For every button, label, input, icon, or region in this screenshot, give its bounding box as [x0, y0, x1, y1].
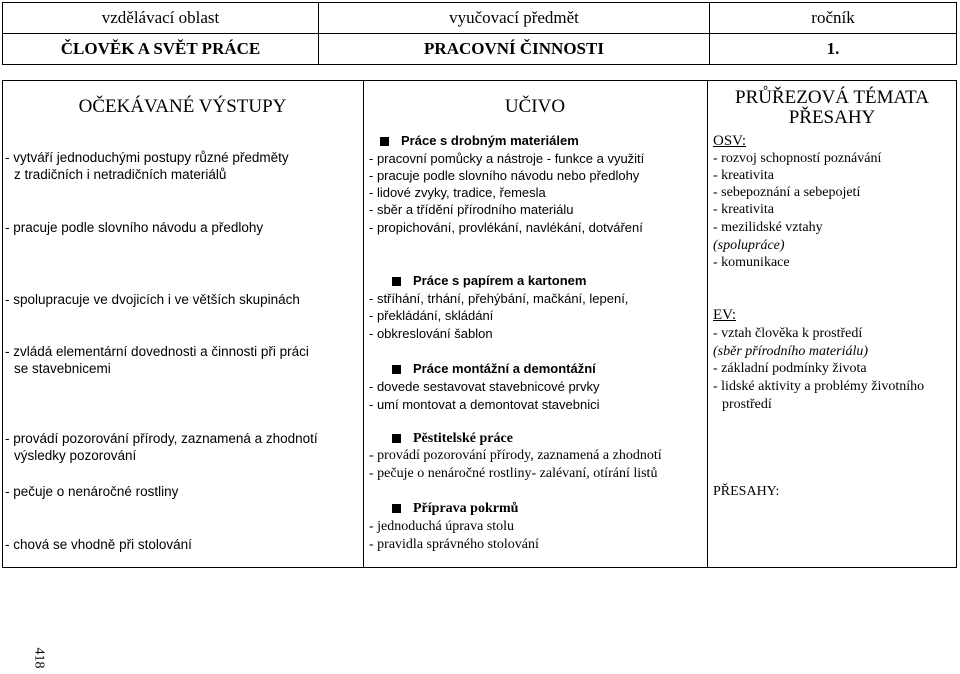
ucivo-section-title: Práce s drobným materiálem [380, 132, 579, 150]
heading-temata-line1: PRŮŘEZOVÁ TÉMATA [735, 87, 929, 108]
heading-vystupy: OČEKÁVANÉ VÝSTUPY [78, 96, 287, 117]
ucivo-item: - provádí pozorování přírody, zaznamená a zhodnotí [369, 448, 662, 463]
page-number: 418 [31, 647, 47, 669]
ucivo-item: - obkreslování šablon [369, 326, 493, 341]
ev-label: EV: [713, 307, 737, 323]
value-predmet: PRACOVNÍ ČINNOSTI [319, 34, 710, 65]
osv-item: - kreativita [713, 168, 775, 183]
ucivo-item: - stříhání, trhání, přehýbání, mačkání, lepení, [369, 291, 629, 306]
ucivo-item: - jednoduchá úprava stolu [369, 519, 515, 534]
ev-item: - lidské aktivity a problémy životního [713, 379, 925, 394]
ucivo-section-title: Práce s papírem a kartonem [392, 272, 586, 290]
vystup-item: - zvládá elementární dovednosti a činnosti při práci [5, 344, 309, 359]
value-rocnik: 1. [710, 34, 957, 65]
ucivo-item: - sběr a třídění přírodního materiálu [369, 202, 574, 217]
bullet-icon [392, 434, 401, 443]
vystup-item: - pečuje o nenáročné rostliny [5, 484, 179, 499]
ucivo-section-title: Příprava pokrmů [392, 500, 518, 518]
ucivo-item: - pracovní pomůcky a nástroje - funkce a využití [369, 151, 645, 166]
heading-ucivo: UČIVO [504, 96, 566, 117]
ev-item: prostředí [722, 397, 772, 412]
ucivo-item: - lidové zvyky, tradice, řemesla [369, 185, 546, 200]
vystup-item: - pracuje podle slovního návodu a předlohy [5, 220, 264, 235]
heading-temata [707, 88, 957, 128]
ucivo-section-title: Práce montážní a demontážní [392, 360, 596, 378]
osv-item: - sebepoznání a sebepojetí [713, 185, 861, 200]
ucivo-section-title: Pěstitelské práce [392, 430, 513, 448]
label-predmet: vyučovací předmět [319, 3, 710, 34]
ucivo-item: - pravidla správného stolování [369, 537, 539, 552]
vystup-item: se stavebnicemi [14, 361, 111, 376]
ucivo-item: - propichování, provlékání, navlékání, dotváření [369, 220, 643, 235]
presahy-label: PŘESAHY: [713, 484, 780, 499]
ev-item: - základní podmínky života [713, 361, 867, 376]
heading-temata-line2: PŘESAHY [788, 107, 876, 128]
label-oblast: vzdělávací oblast [3, 3, 319, 34]
ucivo-item: - umí montovat a demontovat stavebnici [369, 397, 600, 412]
ucivo-item: - pracuje podle slovního návodu nebo předlohy [369, 168, 640, 183]
vystup-item: - spolupracuje ve dvojicích i ve větších skupinách [5, 292, 300, 307]
vystup-item: výsledky pozorování [14, 448, 137, 463]
label-rocnik: ročník [710, 3, 957, 34]
osv-item: - rozvoj schopností poznávání [713, 151, 882, 166]
osv-item: (spolupráce) [713, 238, 785, 253]
bullet-icon [392, 504, 401, 513]
header-table [2, 2, 957, 65]
vystup-item: - provádí pozorování přírody, zaznamená a zhodnotí [5, 431, 318, 446]
column-divider [707, 80, 708, 568]
ucivo-item: - překládání, skládání [369, 308, 494, 323]
osv-item: - mezilidské vztahy [713, 220, 823, 235]
value-oblast: ČLOVĚK A SVĚT PRÁCE [3, 34, 319, 65]
ev-item: - vztah člověka k prostředí [713, 326, 863, 341]
vystup-item: z tradičních i netradičních materiálů [14, 167, 227, 182]
ucivo-item: - pečuje o nenáročné rostliny- zalévaní, otírání listů [369, 466, 658, 481]
osv-label: OSV: [713, 133, 747, 149]
bullet-icon [392, 277, 401, 286]
vystup-item: - vytváří jednoduchými postupy různé předměty [5, 150, 289, 165]
vystup-item: - chová se vhodně při stolování [5, 537, 192, 552]
osv-item: - kreativita [713, 202, 775, 217]
ev-item: (sběr přírodního materiálu) [713, 344, 869, 359]
ucivo-item: - dovede sestavovat stavebnicové prvky [369, 379, 600, 394]
osv-item: - komunikace [713, 255, 790, 270]
column-divider [363, 80, 364, 568]
bullet-icon [380, 137, 389, 146]
bullet-icon [392, 365, 401, 374]
